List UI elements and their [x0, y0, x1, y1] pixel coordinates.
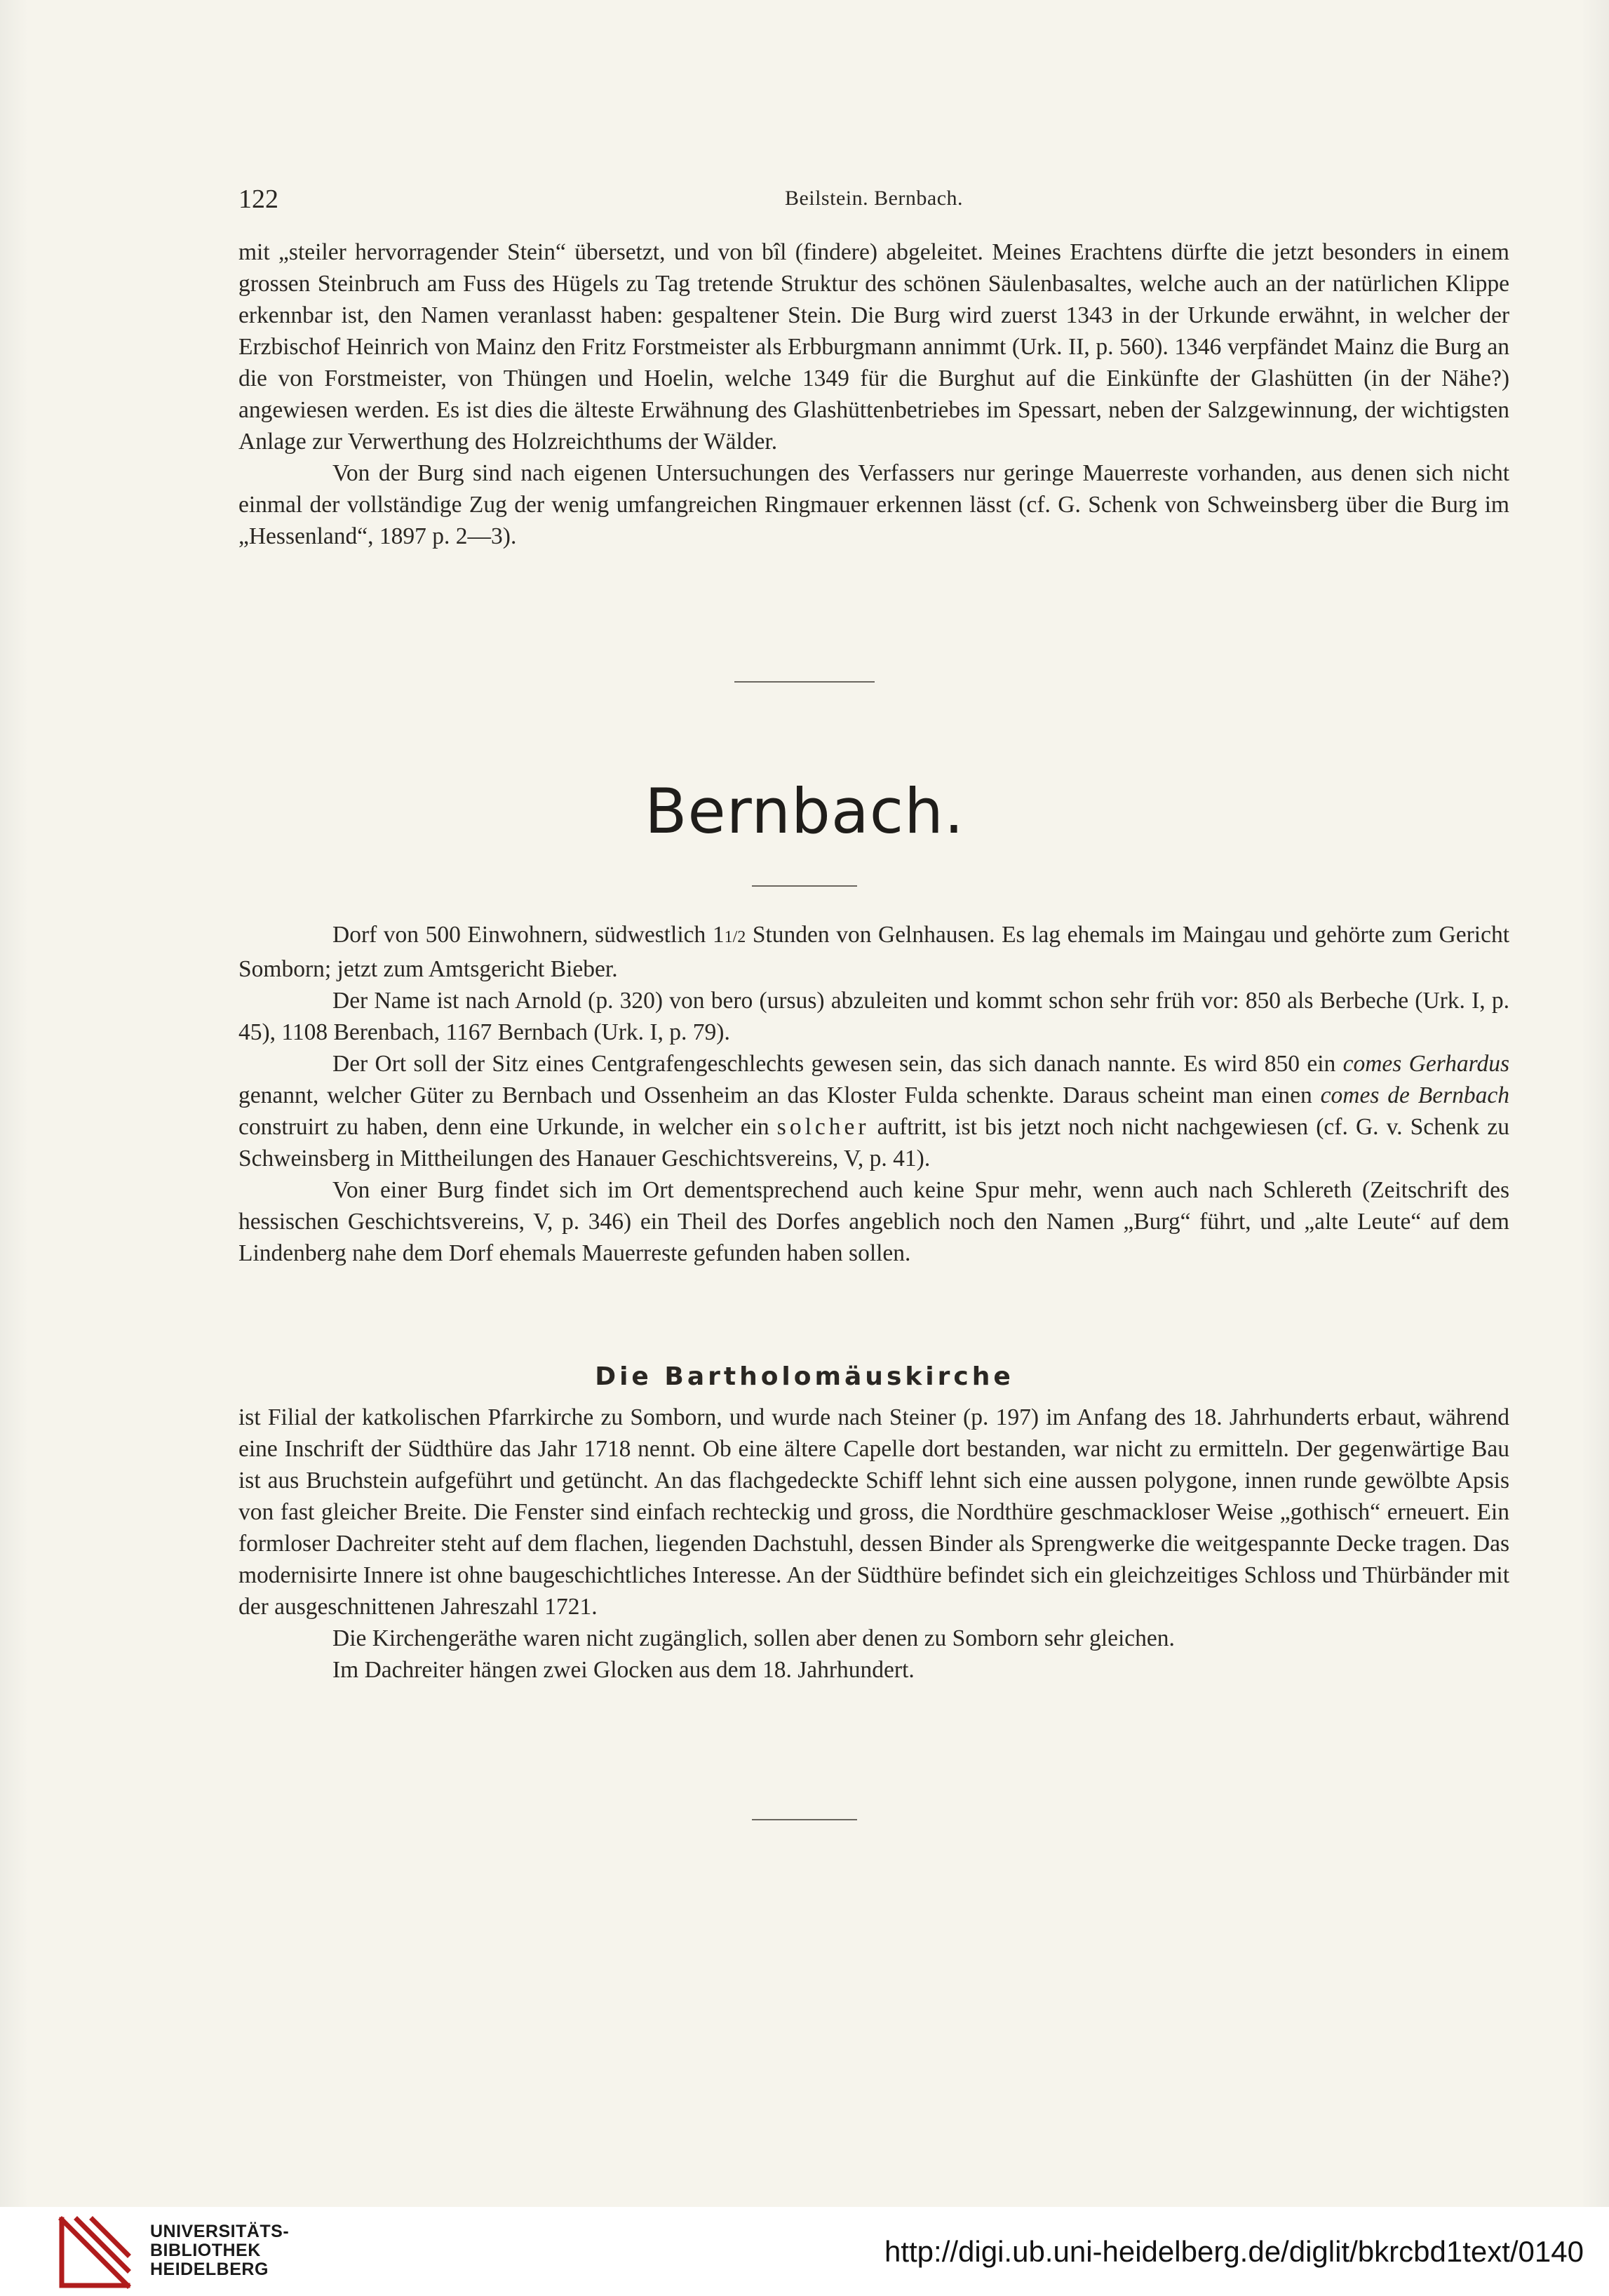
- paragraph: Von der Burg sind nach eigenen Untersuchungen des Verfassers nur geringe Mauerreste vorhanden, aus denen sich nicht einmal der vollständige Zug der wenig umfangreichen Ringmauer erkennen lässt (cf. G. Schenk von Schweinsberg über die Burg im „Hessenland“, 1897 p. 2—3).: [238, 460, 1509, 549]
- source-url-link[interactable]: http://digi.ub.uni-heidelberg.de/diglit/bkrcbd1text/0140: [884, 2235, 1584, 2268]
- fraction: 1/2: [724, 928, 746, 946]
- paragraph: Der Name ist nach Arnold (p. 320) von bero (ursus) abzuleiten und kommt schon sehr früh vor: 850 als Berbeche (Urk. I, p. 45), 1108 Berenbach, 1167 Bernbach (Urk. I, p. 79).: [238, 988, 1509, 1045]
- text-run: Dorf von 500 Einwohnern, südwestlich 1: [332, 922, 725, 948]
- library-name-line: BIBLIOTHEK: [150, 2241, 261, 2260]
- divider-rule: [734, 681, 875, 683]
- paragraph: [238, 919, 1509, 985]
- text-run: genannt, welcher Güter zu Bernbach und Ossenheim an das Kloster Fulda schenkte. Daraus scheint man einen: [238, 1082, 1321, 1108]
- italic-term: comes Gerhardus: [1342, 1051, 1509, 1077]
- library-logo-icon: [56, 2214, 133, 2291]
- paragraph: ist Filial der katkolischen Pfarrkirche zu Somborn, und wurde nach Steiner (p. 197) im Anfang des 18. Jahrhunderts erbaut, während eine Inschrift der Südthüre das Jahr 1718 nennt. Ob eine ältere Capelle dort bestanden, war nicht zu ermitteln. Der gegenwärtige Bau ist aus Bruchstein aufgeführt und getüncht. An das flachgedeckte Schiff lehnt sich eine aussen polygone, innen runde gewölbte Apsis von fast gleicher Breite. Die Fenster sind einfach rechteckig und gross, die Nordthüre geschmackloser Weise „gothisch“ erneuert. Ein formloser Dachreiter steht auf dem flachen, liegenden Dachstuhl, dessen Binder als Sprengwerke die weitgespannte Decke tragen. Das modernisirte Innere ist ohne baugeschichtliches Interesse. An der Südthüre befindet sich ein gleichzeitiges Schloss und Thürbänder mit der ausgeschnittenen Jahreszahl 1721.: [238, 1404, 1509, 1620]
- section-beilstein-continued: [238, 236, 1509, 552]
- paragraph: mit „steiler hervorragender Stein“ übersetzt, und von bîl (findere) abgeleitet. Meines Erachtens dürfte die jetzt besonders in einem grossen Steinbruch am Fuss des Hügels zu Tag tretende Struktur des schönen Säulenbasaltes, welche auch an der natürlichen Klippe erkennbar ist, den Namen veranlasst haben: gespaltener Stein. Die Burg wird zuerst 1343 in der Urkunde erwähnt, in welcher der Erzbischof Heinrich von Mainz den Fritz Forstmeister als Erbburgmann annimmt (Urk. II, p. 560). 1346 verpfändet Mainz die Burg an die von Forstmeister, von Thüngen und Hoelin, welche 1349 für die Burghut auf die Einkünfte der Glashütten (in der Nähe?) angewiesen werden. Es ist dies die älteste Erwähnung des Glashüttenbetriebes im Spessart, neben der Salzgewinnung, der wichtigsten Anlage zur Verwerthung des Holzreichthums der Wälder.: [238, 239, 1509, 455]
- page-header: [238, 184, 1509, 226]
- subsection-title: Die Bartholomäuskirche: [595, 1362, 1014, 1391]
- text-run: Stunden von Gelnhausen. Es lag ehemals im Maingau und gehörte zum Gericht Somborn; jetzt zum Amtsgericht Bieber.: [238, 922, 1509, 982]
- paragraph: Im Dachreiter hängen zwei Glocken aus dem 18. Jahrhundert.: [332, 1657, 915, 1683]
- running-head: Beilstein. Bernbach.: [784, 187, 964, 210]
- page-number: 122: [238, 184, 278, 214]
- paragraph: Die Kirchengeräthe waren nicht zugänglich, sollen aber denen zu Somborn sehr gleichen.: [332, 1625, 1175, 1651]
- text-run: construirt zu haben, denn eine Urkunde, in welcher ein: [238, 1114, 777, 1140]
- divider-rule: [752, 885, 857, 887]
- italic-term: comes de Bernbach: [1320, 1082, 1510, 1108]
- paragraph: Von einer Burg findet sich im Ort dementsprechend auch keine Spur mehr, wenn auch nach Schlereth (Zeitschrift des hessischen Geschichtsvereins, V, p. 346) ein Theil des Dorfes angeblich noch den Namen „Burg“ führt, und „alte Leute“ auf dem Lindenberg nahe dem Dorf ehemals Mauerreste gefunden haben sollen.: [238, 1177, 1509, 1266]
- paragraph: [238, 1048, 1509, 1174]
- section-title: Bernbach.: [645, 775, 964, 847]
- spaced-term: solcher: [776, 1114, 870, 1140]
- section-bernbach: [238, 919, 1509, 1269]
- library-name: [150, 2222, 289, 2279]
- library-footer: [0, 2207, 1609, 2296]
- divider-rule: [752, 1819, 857, 1820]
- text-run: Der Ort soll der Sitz eines Centgrafengeschlechts gewesen sein, das sich danach nannte. Es wird 850 ein: [332, 1051, 1343, 1077]
- section-bartholomaeuskirche: [238, 1402, 1509, 1686]
- text-run: auftritt, ist bis jetzt noch nicht nachgewiesen (cf. G. v. Schenk zu Schweinsberg in Mittheilungen des Hanauer Geschichtsvereins, V, p. 41).: [238, 1114, 1509, 1172]
- library-name-line: UNIVERSITÄTS-: [150, 2222, 290, 2241]
- library-name-line: HEIDELBERG: [150, 2260, 269, 2279]
